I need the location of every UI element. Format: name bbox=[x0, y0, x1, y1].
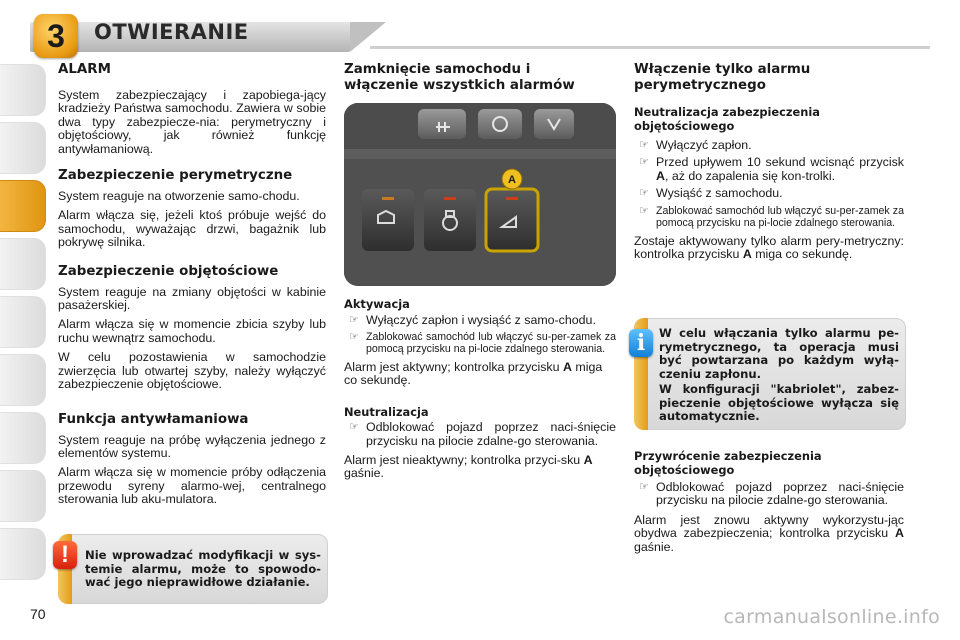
restore-step-1: ☞ Odblokować pojazd poprzez naci-śnięcie przycisku na pilocie zdalne-go sterowania. bbox=[639, 480, 904, 508]
column-lock-all bbox=[344, 62, 616, 94]
side-tab-5[interactable] bbox=[0, 296, 46, 348]
side-tab-1[interactable] bbox=[0, 64, 46, 116]
info-text-2: W konfiguracji "kabriolet", zabez-pieczenie objętościowe wyłącza się automatycznie. bbox=[659, 382, 899, 424]
antiburglary-text-2: Alarm włącza się w momencie próby odłączenia przewodu syreny alarmo-wej, centralnego sterowania lub aku-mulatora. bbox=[58, 465, 326, 507]
page-number: 70 bbox=[30, 606, 46, 622]
volumetric-heading: Zabezpieczenie objętościowe bbox=[58, 263, 279, 279]
volumetric-text-1: System reaguje na zmiany objętości w kabinie pasażerskiej. bbox=[58, 284, 326, 313]
dashboard-photo-illustration bbox=[344, 103, 616, 286]
perimeter-step-2: ☞ Przed upływem 10 sekund wcisnąć przycisk A, aż do zapalenia się kon-trolki. bbox=[639, 155, 904, 183]
info-callout bbox=[634, 318, 906, 430]
column-perimeter-only bbox=[634, 62, 904, 261]
pointing-hand-icon: ☞ bbox=[639, 139, 649, 151]
perimeter-step-1: ☞ Wyłączyć zapłon. bbox=[639, 138, 752, 152]
activation-heading: Aktywacja bbox=[344, 297, 410, 311]
perimeter-step-4: ☞ Zablokować samochód lub włączyć su-per-zamek za pomocą przycisku na pi-locie zdalnego sterowania. bbox=[639, 204, 904, 229]
neutral-result: Alarm jest nieaktywny; kontrolka przyci-sku A gaśnie. bbox=[344, 453, 593, 481]
side-tab-4[interactable] bbox=[0, 238, 46, 290]
chapter-badge: 3 bbox=[34, 14, 78, 58]
restore-result: Alarm jest znowu aktywny wykorzystu-jąc obydwa zabezpieczenia; kontrolka przycisku A gaśnie. bbox=[634, 512, 904, 554]
alarm-intro: System zabezpieczający i zapobiega-jący kradzieży Państwa samochodu. Zawiera w sobie dwa typy zabezpiecze-nia: perymetryczny i objętościowy, jak również funkcję antywłamaniową. bbox=[58, 88, 326, 156]
side-tab-6[interactable] bbox=[0, 354, 46, 406]
pointing-hand-icon: ☞ bbox=[349, 313, 359, 326]
warning-text: Nie wprowadzać modyfikacji w sys-temie alarmu, może to spowodo-wać jego nieprawidłowe działanie. bbox=[85, 548, 321, 590]
warning-callout bbox=[58, 534, 328, 604]
volumetric-text-3: W celu pozostawienia w samochodzie zwierzęcia lub otwartej szyby, należy wyłączyć zabezpieczenie objętościowe. bbox=[58, 350, 326, 392]
activation-result: Alarm jest aktywny; kontrolka przycisku A miga co sekundę. bbox=[344, 359, 603, 388]
side-tab-8[interactable] bbox=[0, 470, 46, 522]
header-rule bbox=[370, 46, 930, 49]
side-tab-2[interactable] bbox=[0, 122, 46, 174]
pointing-hand-icon: ☞ bbox=[639, 156, 649, 169]
column-restore bbox=[634, 450, 904, 554]
activation-step-1: ☞ Wyłączyć zapłon i wysiąść z samo-chodu. bbox=[349, 312, 596, 327]
perimeter-text-1: System reaguje na otworzenie samo-chodu. bbox=[58, 189, 300, 204]
antiburglary-text-1: System reaguje na próbę wyłączenia jednego z elementów systemu. bbox=[58, 432, 326, 460]
pointing-hand-icon: ☞ bbox=[639, 481, 649, 493]
side-tab-9[interactable] bbox=[0, 528, 46, 580]
lock-all-heading: Zamknięcie samochodu i włączenie wszystkich alarmów bbox=[344, 62, 575, 93]
volumetric-text-2: Alarm włącza się w momencie zbicia szyby lub ruchu wewnątrz samochodu. bbox=[58, 317, 326, 345]
column-alarm bbox=[58, 62, 326, 507]
perimeter-heading: Zabezpieczenie perymetryczne bbox=[58, 168, 293, 184]
pointing-hand-icon: ☞ bbox=[639, 204, 649, 217]
info-text-1: W celu włączania tylko alarmu pe-rymetrycznego, ta operacja musi być powtarzana po każdym wyłą-czeniu zapłonu. bbox=[659, 326, 899, 381]
pointing-hand-icon: ☞ bbox=[349, 421, 359, 434]
pointing-hand-icon: ☞ bbox=[349, 330, 359, 343]
perimeter-step-3: ☞ Wysiąść z samochodu. bbox=[639, 186, 783, 201]
perimeter-text-2: Alarm włącza się, jeżeli ktoś próbuje wejść do samochodu, wyważając drzwi, bagażnik lub pokrywę silnika. bbox=[58, 208, 326, 250]
pointing-hand-icon: ☞ bbox=[639, 187, 649, 200]
perimeter-only-result: Zostaje aktywowany tylko alarm pery-metryczny: kontrolka przycisku A miga co sekundę. bbox=[634, 233, 904, 262]
warning-icon: ! bbox=[53, 541, 77, 569]
dashboard-buttons-photo bbox=[344, 103, 616, 286]
antiburglary-heading: Funkcja antywłamaniowa bbox=[58, 411, 249, 427]
activation-step-2: ☞ Zablokować samochód lub włączyć su-per-zamek za pomocą przycisku na pi-locie zdalnego sterowania. bbox=[349, 330, 616, 355]
page-title: OTWIERANIE bbox=[94, 20, 249, 44]
neutral-step-1: ☞ Odblokować pojazd poprzez naci-śnięcie przycisku na pilocie zdalne-go sterowania. bbox=[349, 420, 616, 448]
side-tab-3-active[interactable] bbox=[0, 180, 46, 232]
neutral-heading: Neutralizacja bbox=[344, 404, 429, 419]
info-icon: i bbox=[629, 329, 653, 357]
perimeter-only-heading: Włączenie tylko alarmu perymetrycznego bbox=[634, 62, 811, 93]
column-lock-all-body bbox=[344, 298, 616, 481]
watermark: carmanualsonline.info bbox=[723, 606, 940, 628]
side-tab-7[interactable] bbox=[0, 412, 46, 464]
page-header bbox=[30, 14, 940, 54]
neutral-volumetric-heading: Neutralizacja zabezpieczenia objętościowego bbox=[634, 105, 820, 133]
restore-heading: Przywrócenie zabezpieczenia objętościowego bbox=[634, 449, 822, 477]
button-a-marker: A bbox=[508, 174, 516, 186]
alarm-heading: ALARM bbox=[58, 62, 111, 77]
